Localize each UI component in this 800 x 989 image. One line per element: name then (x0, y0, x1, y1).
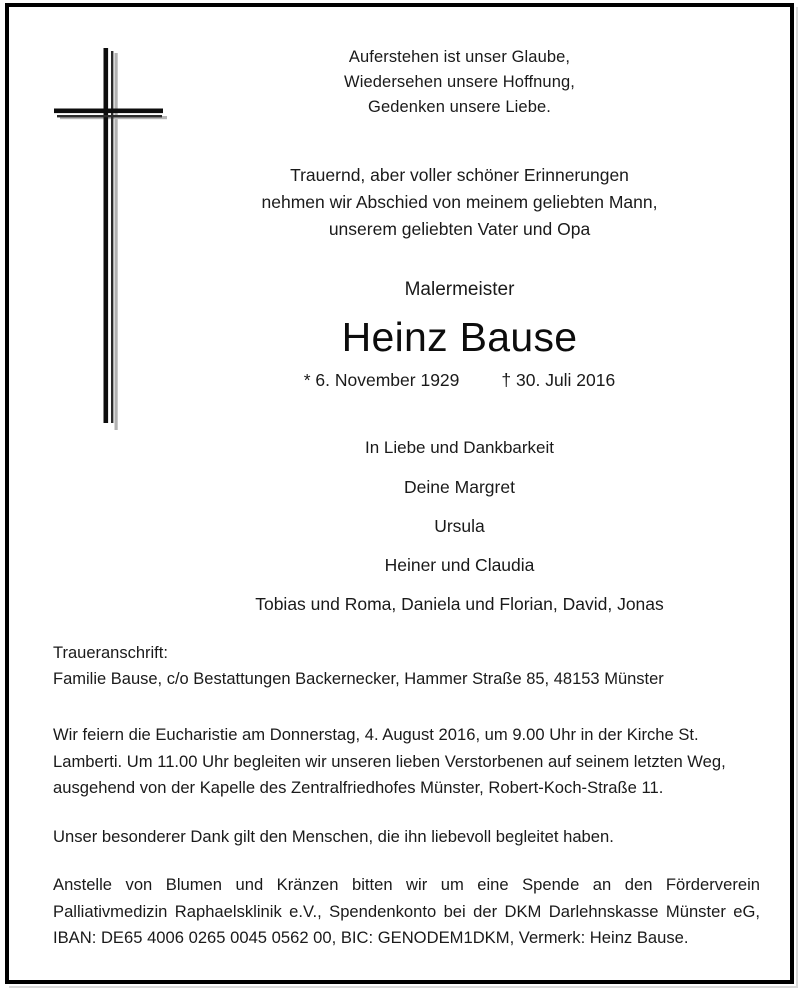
address-label: Traueranschrift: (53, 644, 168, 662)
service-details-paragraph: Wir feiern die Eucharistie am Donnerstag, 4. August 2016, um 9.00 Uhr in der Kirche St. Lamberti. Um 11.00 Uhr begleiten wir unseren lieben Verstorbenen auf seinem letzten Weg, ausgehend von der Kapelle des Zentralfriedhofes Münster, Robert-Koch-Straße 11. (53, 725, 726, 797)
deceased-profession: Malermeister (404, 279, 515, 300)
verse-line-1: Auferstehen ist unser Glaube, (348, 48, 571, 66)
intro-line-2: nehmen wir Abschied von meinem geliebten Mann, (261, 192, 658, 212)
verse-line-3: Gedenken unsere Liebe. (368, 98, 551, 116)
mourners-heading: In Liebe und Dankbarkeit (364, 438, 555, 457)
mourner-line-3: Heiner und Claudia (384, 555, 535, 575)
mourner-line-4: Tobias und Roma, Daniela und Florian, David, Jonas (255, 594, 664, 614)
notice-content (9, 7, 790, 980)
verse-block (159, 45, 760, 120)
donation-paragraph: Anstelle von Blumen und Kränzen bitten wir um eine Spende an den Förderverein Palliativmedizin Raphaelsklinik e.V., Spendenkonto bei der DKM Darlehnskasse Münster eG, IBAN: DE65 4006 0265 0045 0562 00, BIC: GENODEM1DKM, Vermerk: Heinz Bause. (53, 875, 760, 947)
mourner-line-1: Deine Margret (404, 477, 515, 497)
intro-line-3: unserem geliebten Vater und Opa (328, 219, 591, 239)
notice-frame (5, 3, 794, 984)
mourner-line-2: Ursula (434, 516, 485, 536)
intro-block (159, 162, 760, 243)
upper-centered-block (159, 45, 760, 616)
deceased-dates (159, 368, 760, 392)
verse-line-2: Wiedersehen unsere Hoffnung, (344, 73, 575, 91)
thanks-paragraph: Unser besonderer Dank gilt den Menschen, die ihn liebevoll begleitet haben. (53, 826, 614, 846)
latin-cross-icon (52, 45, 167, 430)
birth-date: * 6. November 1929 (303, 370, 460, 390)
address-line: Familie Bause, c/o Bestattungen Backernecker, Hammer Straße 85, 48153 Münster (53, 670, 664, 688)
death-date: † 30. Juli 2016 (501, 370, 616, 390)
intro-line-1: Trauernd, aber voller schöner Erinnerungen (290, 165, 629, 185)
deceased-name: Heinz Bause (341, 314, 578, 360)
lower-details-block (53, 640, 760, 952)
